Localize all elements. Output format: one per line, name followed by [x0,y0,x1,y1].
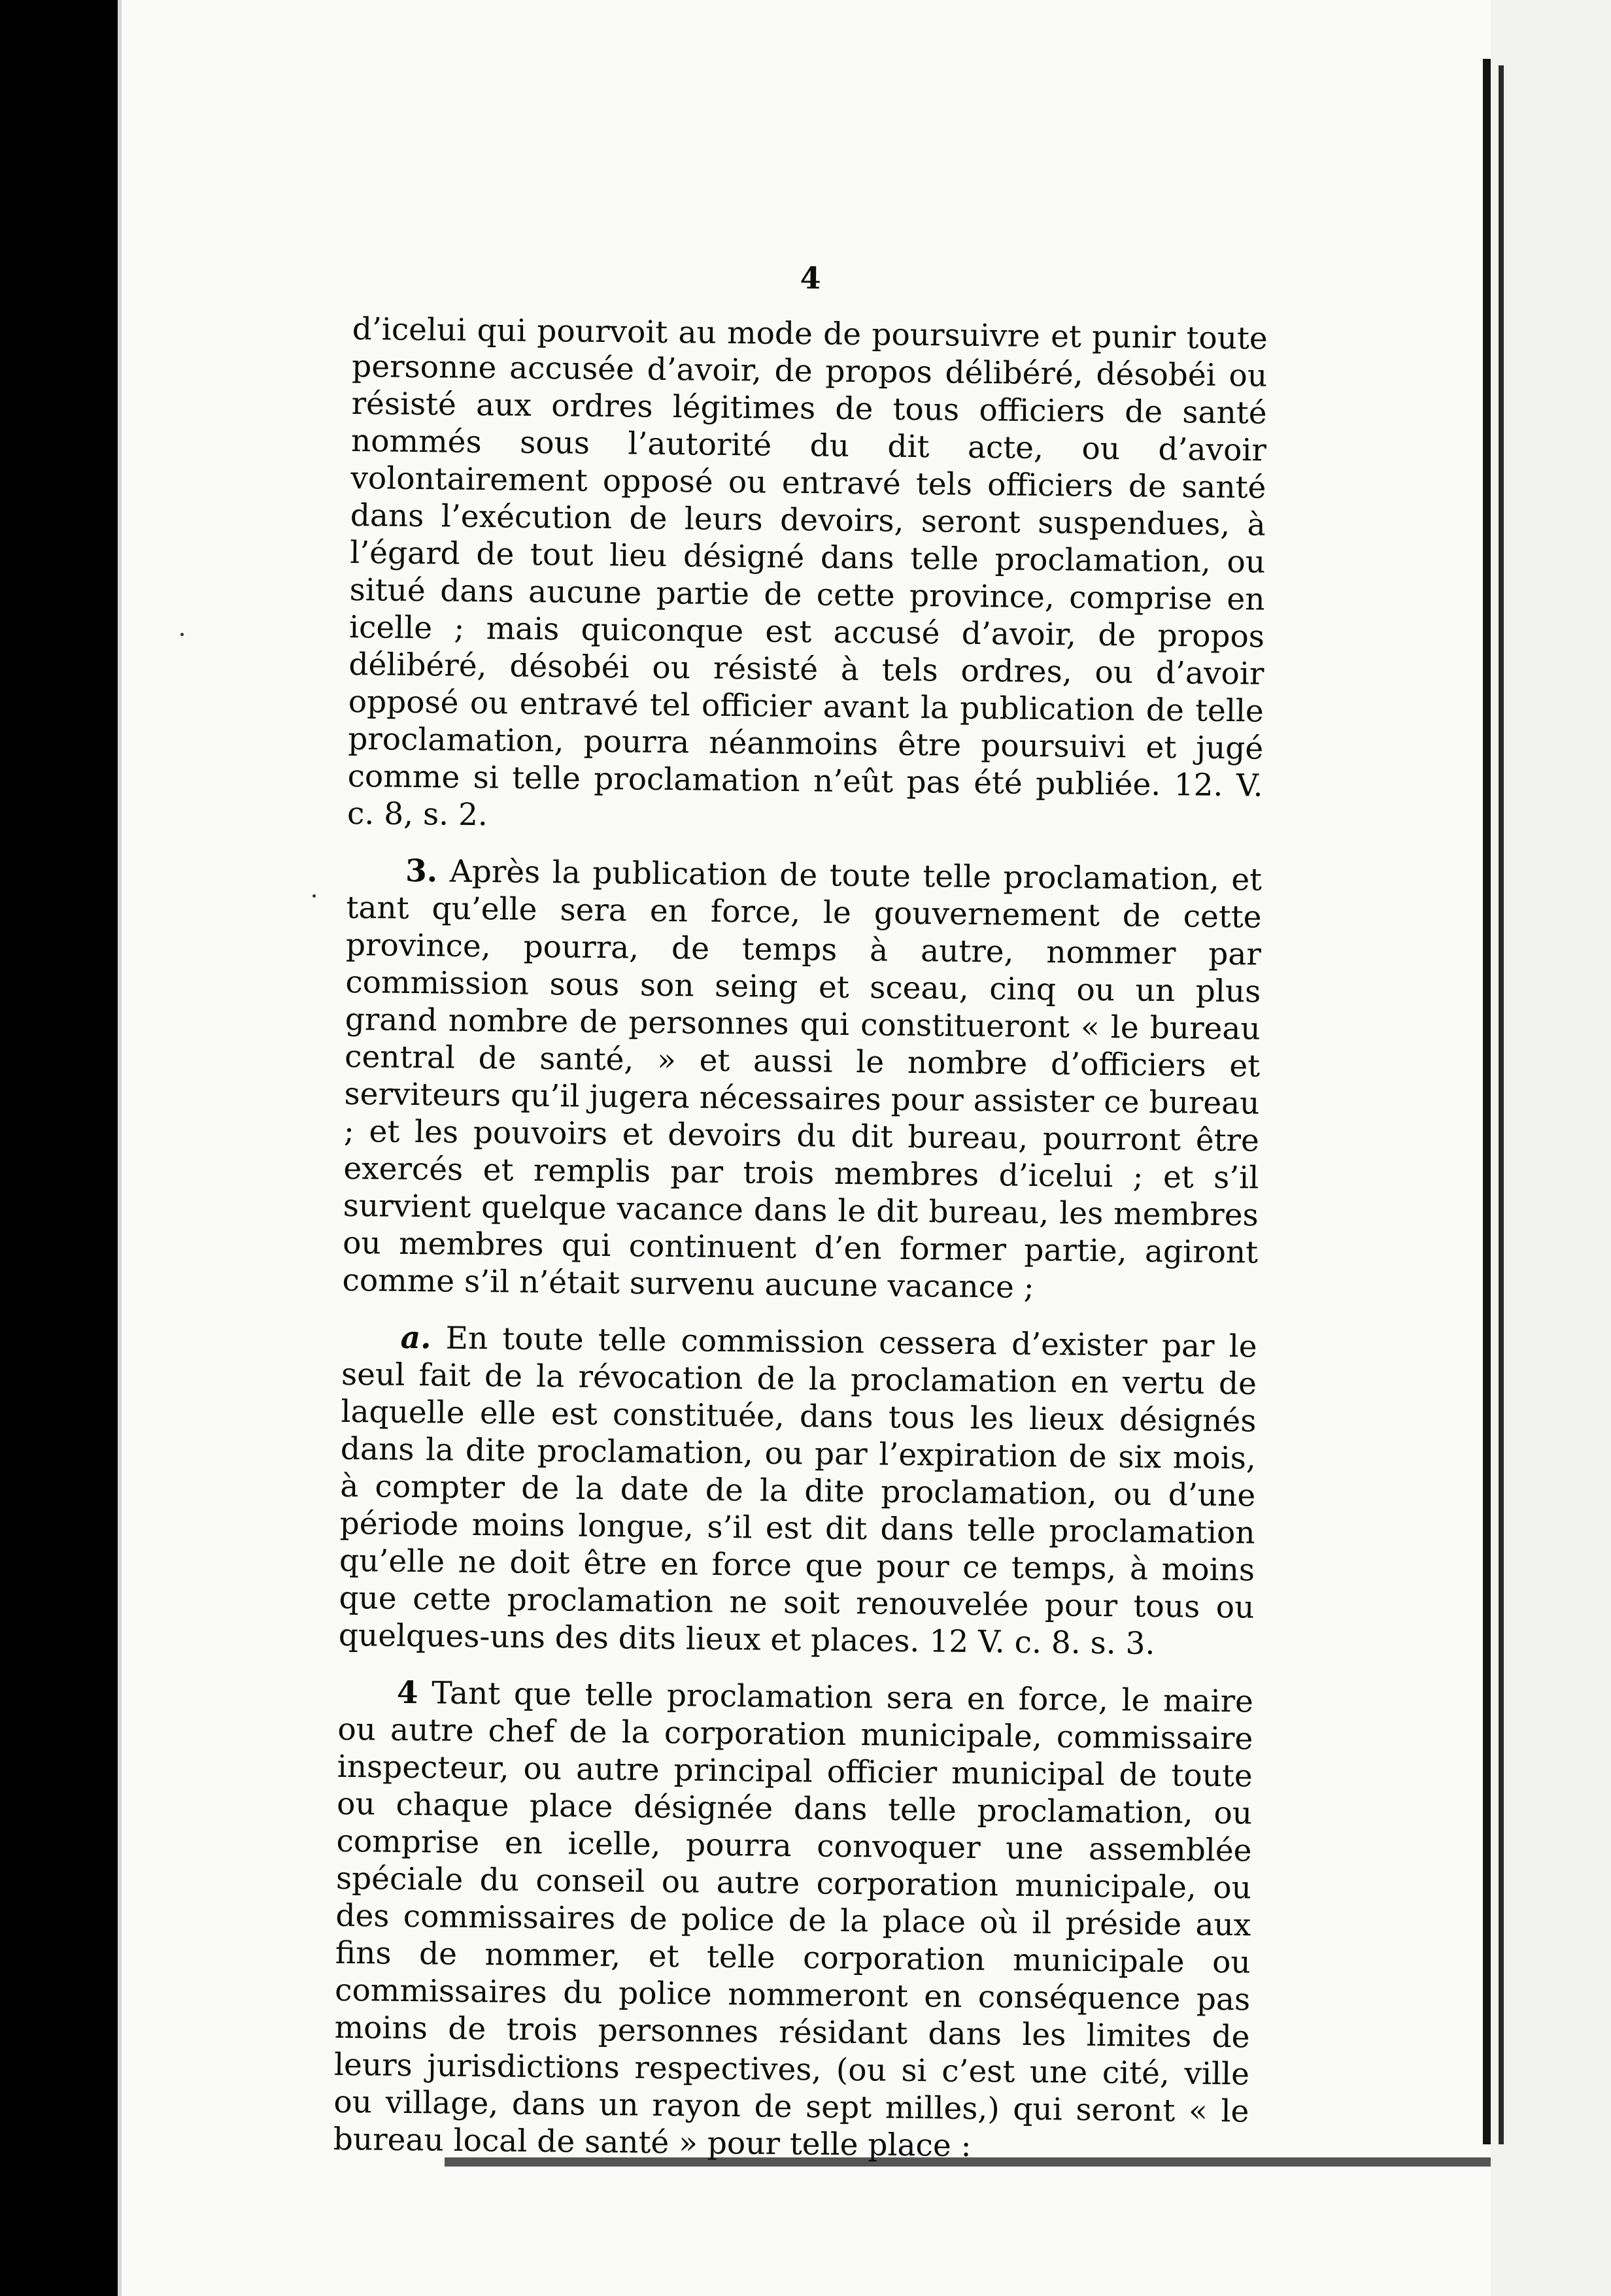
paragraph-text: En toute telle commission cessera d’exister par le seul fait de la révocation de la proclamation en vertu de laquelle elle est constituée, dans tous les lieux désignés dans la dite proclamation, ou par l’expiration de six mois, à compter de la date de la dite proclamation, ou d’une période moins longue, s’il est dit dans telle proclamation qu’elle ne doit être en force que pour ce temps, à moins que cette proclamation ne soit renouvelée pour tous ou quelques-uns des dits lieux et places. 12 V. c. 8. s. 3. [338,1320,1257,1662]
page-body [333,255,1268,2187]
paper-speck [180,633,184,636]
paper-speck [313,894,316,898]
paragraph-section-4 [333,1674,1254,2168]
adjacent-page-strip [1491,0,1611,2296]
paragraph-section-3 [342,852,1262,1309]
section-number: 3. [405,853,438,890]
paragraph-text: Tant que telle proclamation sera en force, le maire ou autre chef de la corporation municipale, commissaire inspecteur, ou autre principal officier municipal de toute ou chaque place désignée dans telle proclamation, ou comprise en icelle, pourra convoquer une assemblée spéciale du conseil ou autre corporation municipale, ou des commissaires de police de la place où il préside aux fins de nommer, et telle corporation municipale ou commissaires du police nommeront en conséquence pas moins de trois personnes résidant dans les limites de leurs jurisdictions respectives, (ou si c’est une cité, ville ou village, dans un rayon de sept milles,) qui seront « le bureau local de santé » pour telle place : [333,1675,1254,2165]
paragraph-text: Après la publication de toute telle proclamation, et tant qu’elle sera en force, le gouvernement de cette province, pourra, de temps à autre, nommer par commission sous son seing et sceau, cinq ou un plus grand nombre de personnes qui constitueront « le bureau central de santé, » et aussi le nombre d’officiers et serviteurs qu’il jugera nécessaires pour assister ce bureau ; et les pouvoirs et devoirs du dit bureau, pourront être exercés et remplis par trois membres d’icelui ; et s’il survient quelque vacance dans le dit bureau, les membres ou membres qui continuent d’en former partie, agiront comme s’il n’était survenu aucune vacance ; [342,853,1263,1306]
page-fold-line [1483,59,1491,2144]
paragraph-continued [347,311,1268,842]
paragraph-text: d’icelui qui pourvoit au mode de poursuivre et punir toute personne accusée d’avoir, de propos délibéré, désobéi ou résisté aux ordres légitimes de tous officiers de santé nommés sous l’autorité du dit acte, ou d’avoir volontairement opposé ou entravé tels officiers de santé dans l’exécution de leurs devoirs, seront suspendues, à l’égard de tout lieu désigné dans telle proclamation, ou situé dans aucune partie de cette province, comprise en icelle ; mais quiconque est accusé d’avoir, de propos délibéré, désobéi ou résisté à tels ordres, ou d’avoir opposé ou entravé tel officier avant la publication de telle proclamation, pourra néanmoins être poursuivi et jugé comme si telle proclamation n’eût pas été publiée. 12. V. c. 8, s. 2. [347,311,1268,834]
section-number: 4 [396,1674,418,1712]
subsection-letter: a. [400,1319,432,1357]
paragraph-subsection-a [339,1319,1257,1664]
page-number: 4 [800,260,821,296]
adjacent-page-edge [1499,65,1504,2144]
sheet-left-edge [118,0,122,2296]
